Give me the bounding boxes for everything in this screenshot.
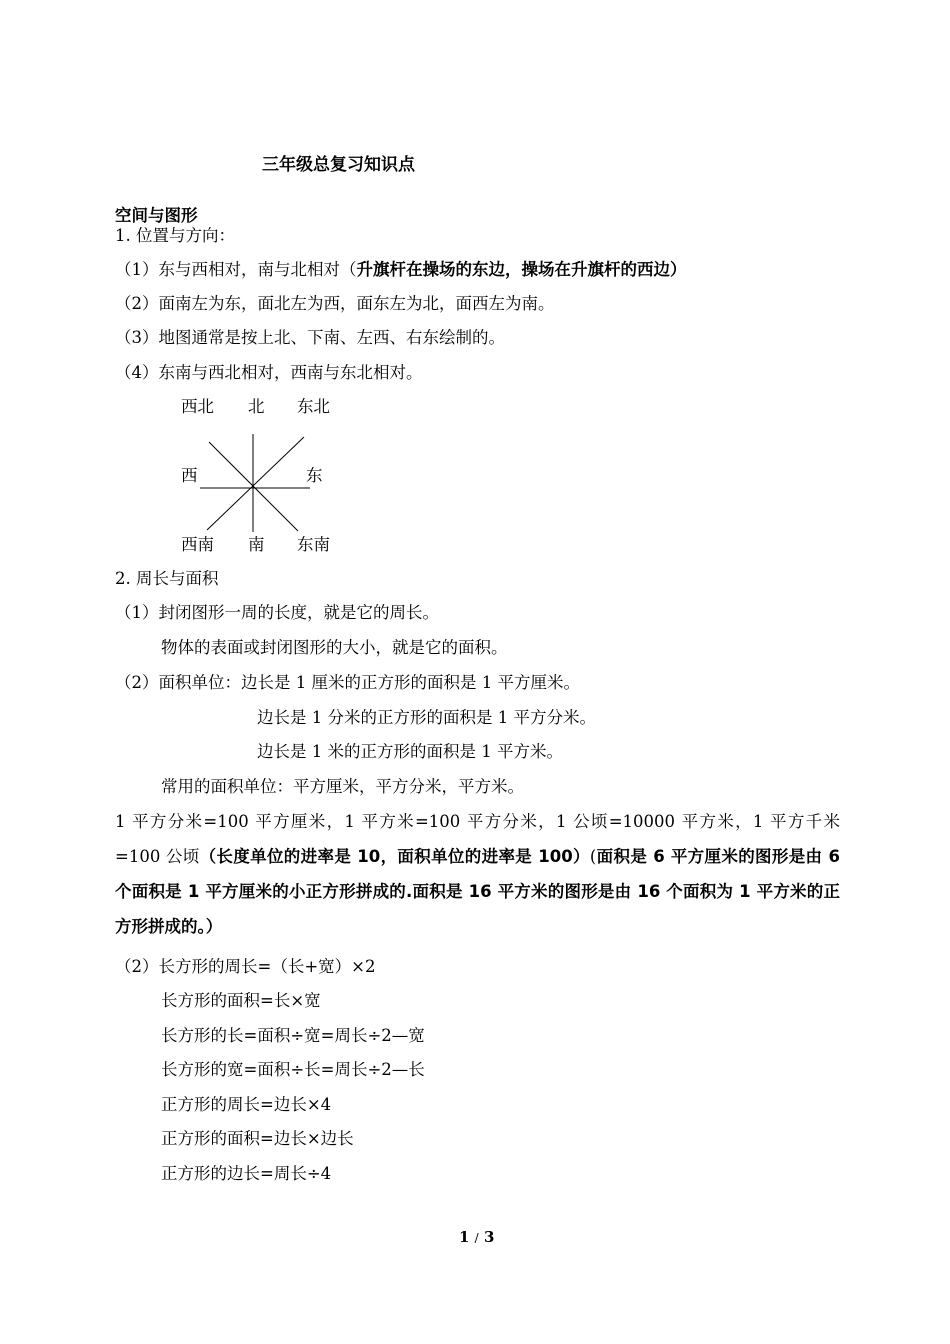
formula-square-perimeter: 正方形的周长=边长×4 bbox=[161, 1095, 332, 1114]
s2-p2a: （2）面积单位：边长是 1 厘米的正方形的面积是 1 平方厘米。 bbox=[115, 673, 580, 692]
compass-west-label: 西 bbox=[181, 466, 198, 485]
page-title: 三年级总复习知识点 bbox=[262, 155, 415, 175]
page-footer bbox=[459, 1228, 494, 1246]
page-number: 1 bbox=[459, 1228, 470, 1246]
s1-item1-bold: 升旗杆在操场的东边，操场在升旗杆的西边） bbox=[356, 260, 687, 279]
section-heading: 空间与图形 bbox=[115, 206, 198, 225]
compass-northeast-label: 东北 bbox=[297, 397, 330, 416]
formula-rect-length: 长方形的长=面积÷宽=周长÷2—宽 bbox=[161, 1026, 425, 1045]
compass-north-label: 北 bbox=[248, 397, 265, 416]
s1-item1-text: （1）东与西相对，南与北相对（ bbox=[115, 260, 357, 279]
compass-southwest-label: 西南 bbox=[181, 535, 214, 554]
s1-item4: （4）东南与西北相对，西南与东北相对。 bbox=[115, 363, 423, 382]
unit-conversion-paragraph bbox=[115, 804, 840, 944]
s1-item3: （3）地图通常是按上北、下南、左西、右东绘制的。 bbox=[115, 328, 505, 347]
compass-northwest-label: 西北 bbox=[181, 397, 214, 416]
formula-rect-perimeter: （2）长方形的周长=（长+宽）×2 bbox=[115, 957, 376, 976]
s1-item2: （2）面南左为东，面北左为西，面东左为北，面西左为南。 bbox=[115, 294, 555, 313]
s2-p2b: 边长是 1 分米的正方形的面积是 1 平方分米。 bbox=[257, 708, 596, 727]
compass-east-label: 东 bbox=[306, 466, 323, 485]
compass-south-label: 南 bbox=[248, 535, 265, 554]
s1-item1 bbox=[115, 259, 687, 281]
s1-heading: 1. 位置与方向： bbox=[115, 226, 235, 245]
compass-southeast-label: 东南 bbox=[297, 535, 330, 554]
conversion-bold-explanation: 面积是 6 平方厘米的图形是由 6 个面积是 1 平方厘米的小正方形拼成的.面积是 16 平方米的图形是由 16 个面积为 1 平方米的正方形拼成的。） bbox=[115, 847, 840, 936]
page-separator: / bbox=[474, 1231, 479, 1245]
page-total: 3 bbox=[483, 1228, 495, 1246]
s2-p1a: （1）封闭图形一周的长度，就是它的周长。 bbox=[115, 603, 439, 622]
formula-rect-width: 长方形的宽=面积÷长=周长÷2—长 bbox=[161, 1060, 425, 1079]
conversion-bold-note: （长度单位的进率是 10，面积单位的进率是 100） bbox=[199, 847, 590, 866]
s2-heading: 2. 周长与面积 bbox=[115, 569, 219, 588]
formula-square-area: 正方形的面积=边长×边长 bbox=[161, 1129, 354, 1148]
conversion-paren: ( bbox=[589, 847, 597, 866]
s2-p2d: 常用的面积单位：平方厘米，平方分米，平方米。 bbox=[161, 777, 524, 796]
compass-diagonal-ne-sw bbox=[207, 437, 304, 530]
formula-rect-area: 长方形的面积=长×宽 bbox=[161, 991, 321, 1010]
conversion-text: 1 平方分米=100 平方厘米，1 平方米=100 平方分米，1 公顷=10000 平方米，1 平方千米=100 公顷 bbox=[115, 812, 840, 866]
s2-p2c: 边长是 1 米的正方形的面积是 1 平方米。 bbox=[257, 742, 563, 761]
formula-square-side: 正方形的边长=周长÷4 bbox=[161, 1164, 332, 1183]
compass-lines bbox=[195, 434, 315, 534]
s2-p1b: 物体的表面或封闭图形的大小，就是它的面积。 bbox=[161, 638, 508, 657]
